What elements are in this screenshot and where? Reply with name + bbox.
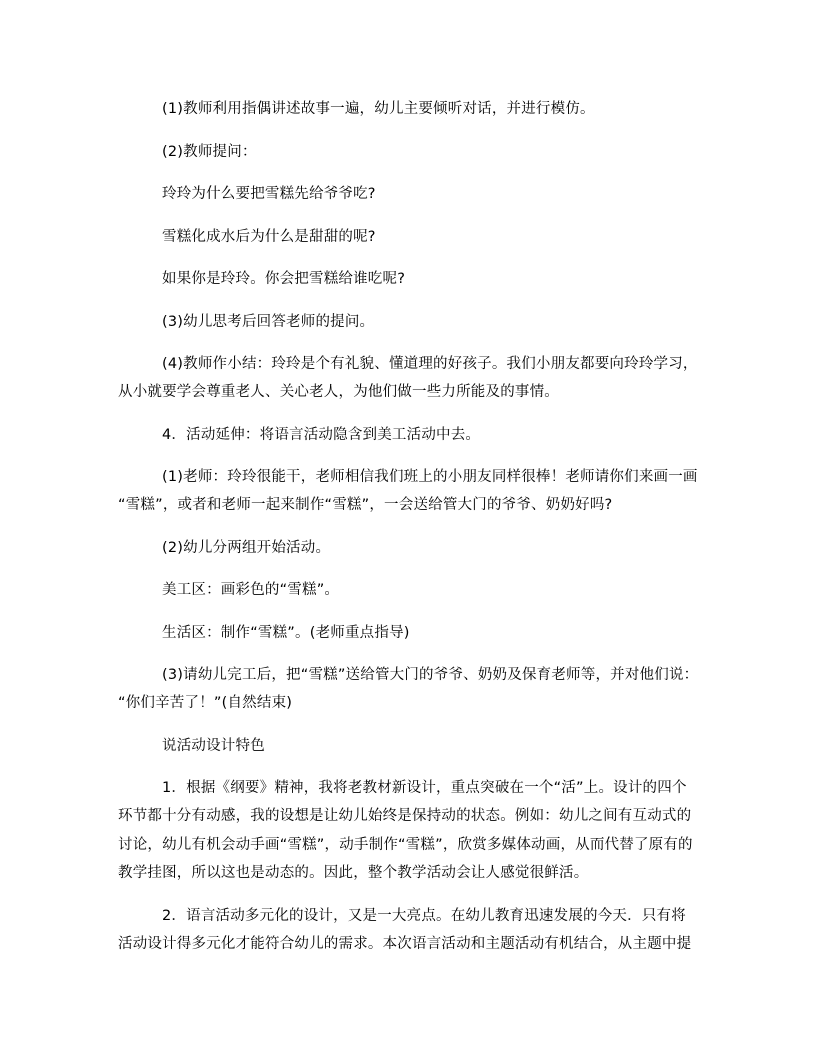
paragraph-line: “雪糕”，或者和老师一起来制作“雪糕”，一会送给管大门的爷爷、奶奶好吗? [118, 497, 613, 513]
paragraph-line: 玲玲为什么要把雪糕先给爷爷吃? [162, 186, 376, 202]
paragraph-line: (3)幼儿思考后回答老师的提问。 [162, 314, 375, 330]
paragraph-line: (1)老师：玲玲很能干，老师相信我们班上的小朋友同样很棒！老师请你们来画一画 [162, 469, 698, 485]
section-heading: 4．活动延伸：将语言活动隐含到美工活动中去。 [162, 427, 481, 443]
paragraph-line: (2)教师提问： [162, 144, 257, 160]
paragraph-line: 如果你是玲玲。你会把雪糕给谁吃呢? [162, 271, 406, 287]
paragraph-line: 雪糕化成水后为什么是甜甜的呢? [162, 229, 376, 245]
paragraph-line: 从小就要学会尊重老人、关心老人，为他们做一些力所能及的事情。 [118, 384, 559, 400]
paragraph-line: (3)请幼儿完工后，把“雪糕”送给管大门的爷爷、奶奶及保育老师等，并对他们说： [162, 667, 699, 683]
paragraph-line: (4)教师作小结：玲玲是个有礼貌、懂道理的好孩子。我们小朋友都要向玲玲学习， [162, 356, 698, 372]
section-heading: 说活动设计特色 [162, 738, 265, 754]
paragraph-line: 1．根据《纲要》精神，我将老教材新设计，重点突破在一个“活”上。设计的四个 [162, 780, 687, 796]
paragraph-line: 生活区：制作“雪糕”。(老师重点指导) [162, 625, 410, 641]
paragraph-line: 环节都十分有动感，我的设想是让幼儿始终是保持动的状态。例如：幼儿之间有互动式的 [118, 808, 692, 824]
paragraph-line: 美工区：画彩色的“雪糕”。 [162, 582, 340, 598]
paragraph-line: 2．语言活动多元化的设计，又是一大亮点。在幼儿教育迅速发展的今天．只有将 [162, 908, 686, 924]
paragraph-line: 教学挂图，所以这也是动态的。因此，整个教学活动会让人感觉很鲜活。 [118, 865, 589, 881]
paragraph-line: (1)教师利用指偶讲述故事一遍，幼儿主要倾听对话，并进行模仿。 [162, 101, 595, 117]
paragraph-line: “你们辛苦了！”(自然结束) [118, 695, 293, 711]
paragraph-line: (2)幼儿分两组开始活动。 [162, 540, 331, 556]
paragraph-line: 讨论，幼儿有机会动手画“雪糕”，动手制作“雪糕”，欣赏多媒体动画，从而代替了原有的 [118, 837, 693, 853]
paragraph-line: 活动设计得多元化才能符合幼儿的需求。本次语言活动和主题活动有机结合，从主题中提 [118, 936, 692, 952]
